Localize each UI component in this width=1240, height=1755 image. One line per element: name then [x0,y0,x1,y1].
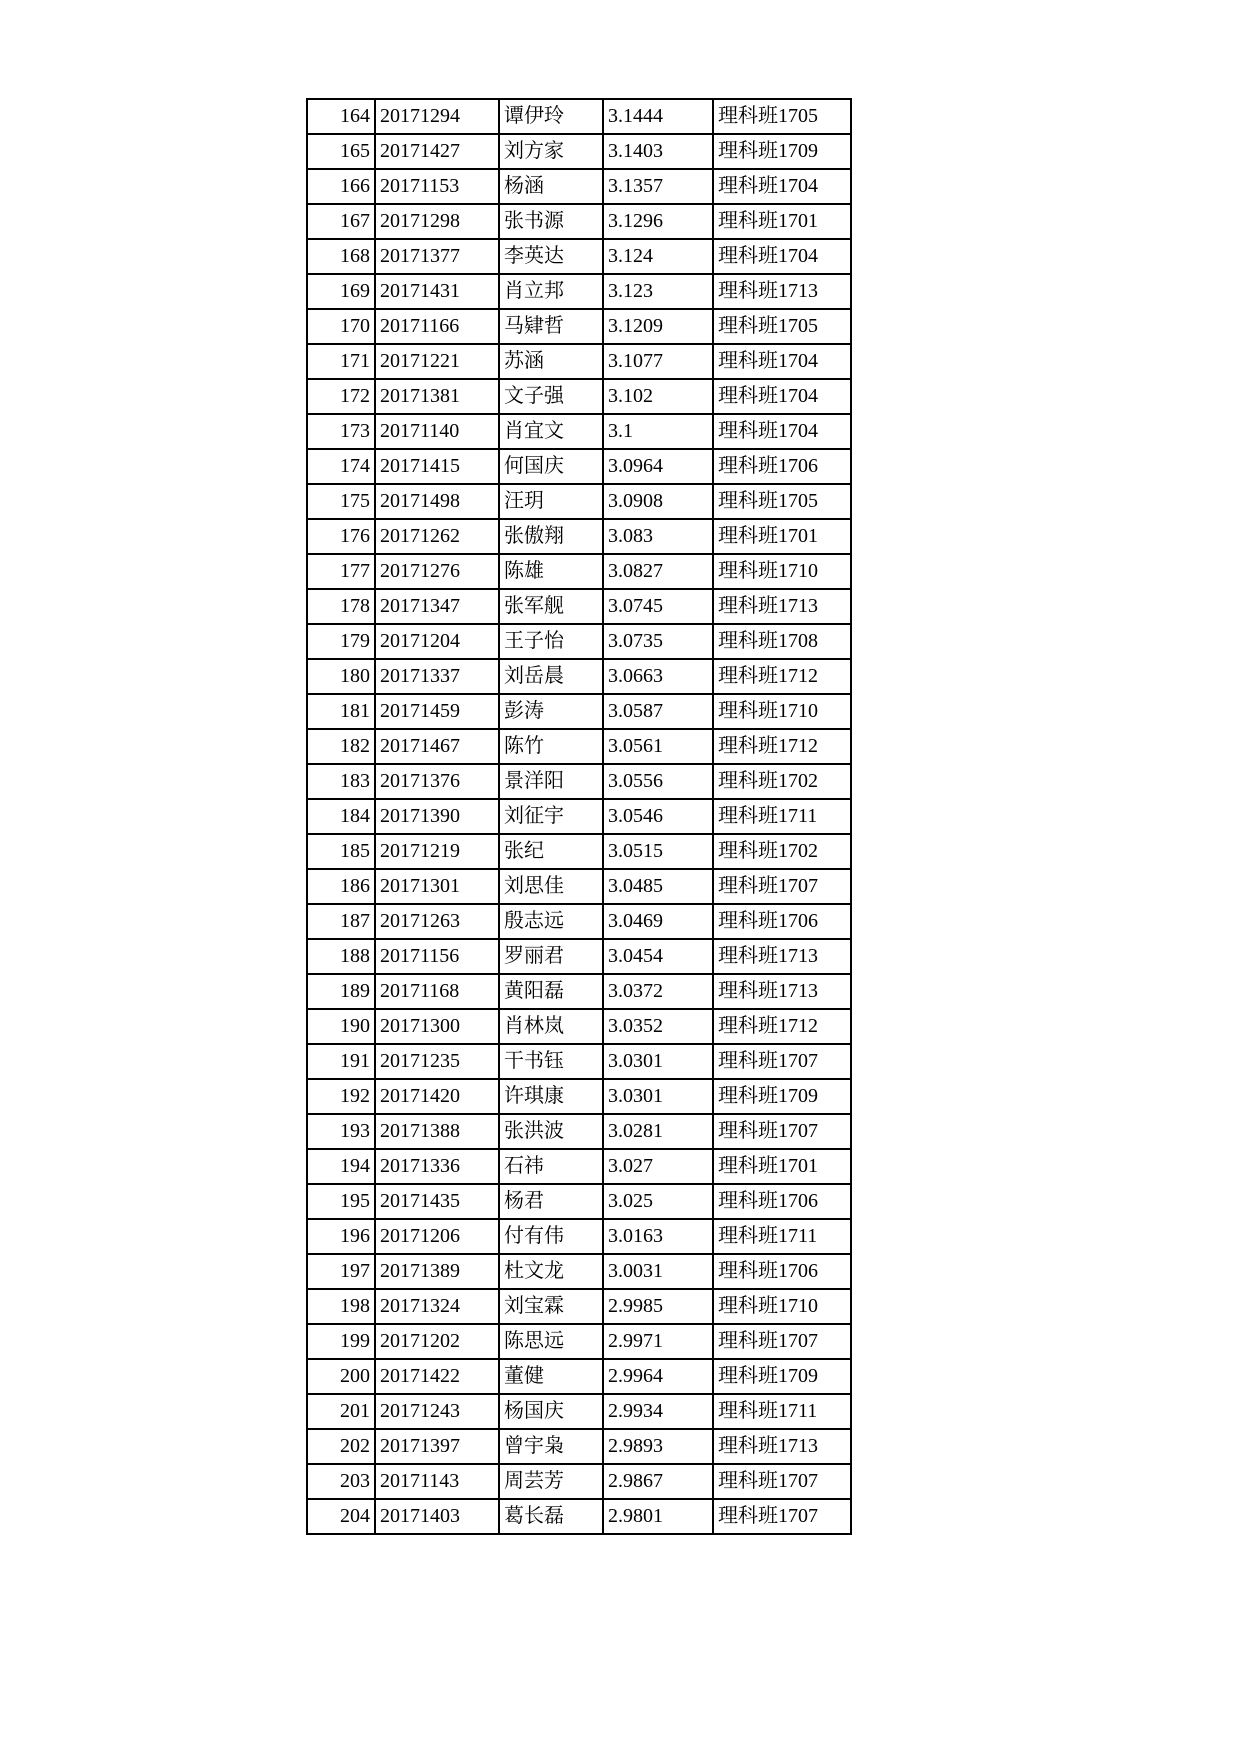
cell-score: 3.1296 [603,204,713,239]
cell-rank: 200 [307,1359,375,1394]
cell-rank: 178 [307,589,375,624]
cell-score: 3.123 [603,274,713,309]
cell-student-id: 20171403 [375,1499,499,1534]
cell-name: 刘征宇 [499,799,603,834]
cell-class: 理科班1704 [713,344,851,379]
cell-score: 2.9964 [603,1359,713,1394]
cell-class: 理科班1701 [713,204,851,239]
cell-name: 石祎 [499,1149,603,1184]
table-row [307,169,851,204]
cell-student-id: 20171262 [375,519,499,554]
cell-student-id: 20171337 [375,659,499,694]
table-row [307,974,851,1009]
cell-score: 3.1 [603,414,713,449]
cell-score: 2.9801 [603,1499,713,1534]
cell-name: 葛长磊 [499,1499,603,1534]
cell-class: 理科班1712 [713,659,851,694]
cell-class: 理科班1706 [713,1254,851,1289]
cell-name: 殷志远 [499,904,603,939]
cell-class: 理科班1704 [713,169,851,204]
cell-rank: 173 [307,414,375,449]
cell-student-id: 20171388 [375,1114,499,1149]
cell-student-id: 20171221 [375,344,499,379]
cell-rank: 202 [307,1429,375,1464]
cell-name: 何国庆 [499,449,603,484]
cell-rank: 183 [307,764,375,799]
cell-rank: 196 [307,1219,375,1254]
cell-rank: 170 [307,309,375,344]
cell-student-id: 20171153 [375,169,499,204]
cell-class: 理科班1705 [713,484,851,519]
cell-class: 理科班1708 [713,624,851,659]
cell-class: 理科班1707 [713,1464,851,1499]
table-row [307,134,851,169]
table-row [307,904,851,939]
cell-class: 理科班1713 [713,1429,851,1464]
cell-student-id: 20171376 [375,764,499,799]
cell-name: 彭涛 [499,694,603,729]
cell-student-id: 20171301 [375,869,499,904]
cell-name: 肖宜文 [499,414,603,449]
table-row [307,204,851,239]
table-row [307,1464,851,1499]
cell-name: 张洪波 [499,1114,603,1149]
cell-rank: 171 [307,344,375,379]
cell-score: 3.025 [603,1184,713,1219]
cell-score: 3.1444 [603,99,713,134]
cell-rank: 181 [307,694,375,729]
cell-score: 3.0281 [603,1114,713,1149]
cell-class: 理科班1710 [713,694,851,729]
cell-class: 理科班1711 [713,1394,851,1429]
cell-rank: 189 [307,974,375,1009]
cell-student-id: 20171300 [375,1009,499,1044]
cell-name: 付有伟 [499,1219,603,1254]
cell-score: 3.1357 [603,169,713,204]
table-row [307,1289,851,1324]
cell-rank: 175 [307,484,375,519]
cell-name: 刘宝霖 [499,1289,603,1324]
cell-name: 许琪康 [499,1079,603,1114]
cell-rank: 185 [307,834,375,869]
table-row [307,519,851,554]
cell-name: 张纪 [499,834,603,869]
table-row [307,309,851,344]
cell-student-id: 20171467 [375,729,499,764]
cell-score: 2.9867 [603,1464,713,1499]
cell-score: 3.083 [603,519,713,554]
table-row [307,694,851,729]
cell-name: 黄阳磊 [499,974,603,1009]
table-row [307,484,851,519]
cell-rank: 188 [307,939,375,974]
cell-name: 刘岳晨 [499,659,603,694]
cell-score: 3.0352 [603,1009,713,1044]
cell-score: 3.102 [603,379,713,414]
cell-name: 董健 [499,1359,603,1394]
cell-student-id: 20171276 [375,554,499,589]
cell-score: 3.0485 [603,869,713,904]
cell-score: 3.027 [603,1149,713,1184]
table-row [307,624,851,659]
cell-student-id: 20171498 [375,484,499,519]
cell-class: 理科班1707 [713,1499,851,1534]
cell-class: 理科班1707 [713,869,851,904]
cell-name: 景洋阳 [499,764,603,799]
cell-student-id: 20171206 [375,1219,499,1254]
cell-class: 理科班1707 [713,1114,851,1149]
cell-student-id: 20171156 [375,939,499,974]
cell-name: 杨国庆 [499,1394,603,1429]
table-row [307,1394,851,1429]
cell-rank: 164 [307,99,375,134]
cell-score: 3.0663 [603,659,713,694]
cell-name: 干书钰 [499,1044,603,1079]
cell-student-id: 20171219 [375,834,499,869]
cell-student-id: 20171420 [375,1079,499,1114]
cell-class: 理科班1706 [713,904,851,939]
grades-table-body [307,99,851,1534]
table-row [307,729,851,764]
table-row [307,239,851,274]
cell-student-id: 20171168 [375,974,499,1009]
cell-rank: 167 [307,204,375,239]
cell-rank: 203 [307,1464,375,1499]
cell-rank: 169 [307,274,375,309]
cell-score: 3.0301 [603,1044,713,1079]
cell-student-id: 20171415 [375,449,499,484]
cell-rank: 192 [307,1079,375,1114]
cell-rank: 166 [307,169,375,204]
cell-rank: 168 [307,239,375,274]
grades-table [306,98,852,1535]
table-row [307,1149,851,1184]
cell-class: 理科班1711 [713,799,851,834]
grades-table-container [306,98,818,1535]
table-row [307,659,851,694]
cell-student-id: 20171459 [375,694,499,729]
cell-class: 理科班1712 [713,1009,851,1044]
cell-rank: 204 [307,1499,375,1534]
cell-rank: 194 [307,1149,375,1184]
cell-student-id: 20171422 [375,1359,499,1394]
cell-score: 3.0735 [603,624,713,659]
cell-student-id: 20171140 [375,414,499,449]
table-row [307,1079,851,1114]
cell-name: 王子怡 [499,624,603,659]
cell-student-id: 20171389 [375,1254,499,1289]
table-row [307,414,851,449]
cell-class: 理科班1709 [713,1359,851,1394]
cell-score: 2.9985 [603,1289,713,1324]
cell-score: 2.9893 [603,1429,713,1464]
table-row [307,834,851,869]
table-row [307,764,851,799]
cell-class: 理科班1701 [713,1149,851,1184]
table-row [307,1044,851,1079]
cell-score: 2.9934 [603,1394,713,1429]
cell-class: 理科班1710 [713,1289,851,1324]
table-row [307,379,851,414]
cell-name: 陈雄 [499,554,603,589]
cell-rank: 199 [307,1324,375,1359]
table-row [307,869,851,904]
cell-student-id: 20171204 [375,624,499,659]
cell-student-id: 20171427 [375,134,499,169]
cell-name: 张傲翔 [499,519,603,554]
cell-name: 陈思远 [499,1324,603,1359]
cell-rank: 165 [307,134,375,169]
cell-score: 3.0163 [603,1219,713,1254]
cell-class: 理科班1705 [713,99,851,134]
cell-student-id: 20171243 [375,1394,499,1429]
cell-rank: 172 [307,379,375,414]
cell-class: 理科班1701 [713,519,851,554]
table-row [307,1324,851,1359]
cell-class: 理科班1709 [713,1079,851,1114]
cell-rank: 179 [307,624,375,659]
cell-score: 3.0556 [603,764,713,799]
cell-class: 理科班1702 [713,764,851,799]
table-row [307,1359,851,1394]
cell-score: 3.0587 [603,694,713,729]
cell-class: 理科班1712 [713,729,851,764]
cell-class: 理科班1707 [713,1324,851,1359]
table-row [307,1254,851,1289]
table-row [307,1009,851,1044]
cell-name: 曾宇枭 [499,1429,603,1464]
cell-rank: 177 [307,554,375,589]
cell-name: 杨君 [499,1184,603,1219]
cell-rank: 198 [307,1289,375,1324]
cell-class: 理科班1710 [713,554,851,589]
cell-rank: 195 [307,1184,375,1219]
cell-class: 理科班1704 [713,379,851,414]
table-row [307,99,851,134]
cell-class: 理科班1713 [713,589,851,624]
cell-student-id: 20171166 [375,309,499,344]
cell-class: 理科班1706 [713,449,851,484]
table-row [307,1184,851,1219]
table-row [307,1429,851,1464]
cell-score: 2.9971 [603,1324,713,1359]
cell-score: 3.0546 [603,799,713,834]
cell-student-id: 20171381 [375,379,499,414]
table-row [307,939,851,974]
cell-student-id: 20171347 [375,589,499,624]
cell-student-id: 20171397 [375,1429,499,1464]
cell-name: 汪玥 [499,484,603,519]
cell-rank: 182 [307,729,375,764]
cell-rank: 184 [307,799,375,834]
cell-student-id: 20171431 [375,274,499,309]
cell-student-id: 20171298 [375,204,499,239]
cell-class: 理科班1707 [713,1044,851,1079]
table-row [307,1219,851,1254]
cell-name: 李英达 [499,239,603,274]
cell-student-id: 20171143 [375,1464,499,1499]
cell-score: 3.0301 [603,1079,713,1114]
table-row [307,589,851,624]
cell-score: 3.0469 [603,904,713,939]
cell-student-id: 20171390 [375,799,499,834]
cell-score: 3.0745 [603,589,713,624]
cell-student-id: 20171336 [375,1149,499,1184]
cell-name: 肖林岚 [499,1009,603,1044]
cell-student-id: 20171235 [375,1044,499,1079]
cell-name: 张书源 [499,204,603,239]
cell-rank: 180 [307,659,375,694]
cell-class: 理科班1713 [713,974,851,1009]
cell-rank: 174 [307,449,375,484]
cell-class: 理科班1713 [713,274,851,309]
cell-name: 张军舰 [499,589,603,624]
cell-name: 罗丽君 [499,939,603,974]
cell-score: 3.1403 [603,134,713,169]
cell-class: 理科班1706 [713,1184,851,1219]
cell-name: 陈竹 [499,729,603,764]
cell-class: 理科班1705 [713,309,851,344]
table-row [307,344,851,379]
cell-score: 3.0031 [603,1254,713,1289]
cell-name: 周芸芳 [499,1464,603,1499]
cell-name: 肖立邦 [499,274,603,309]
cell-score: 3.1077 [603,344,713,379]
cell-score: 3.0561 [603,729,713,764]
cell-score: 3.0454 [603,939,713,974]
cell-score: 3.0827 [603,554,713,589]
table-row [307,1114,851,1149]
cell-student-id: 20171263 [375,904,499,939]
cell-name: 谭伊玲 [499,99,603,134]
cell-score: 3.0515 [603,834,713,869]
cell-rank: 197 [307,1254,375,1289]
cell-student-id: 20171435 [375,1184,499,1219]
table-row [307,449,851,484]
cell-class: 理科班1704 [713,239,851,274]
cell-rank: 190 [307,1009,375,1044]
cell-name: 苏涵 [499,344,603,379]
cell-rank: 176 [307,519,375,554]
table-row [307,554,851,589]
cell-score: 3.124 [603,239,713,274]
cell-class: 理科班1702 [713,834,851,869]
cell-student-id: 20171294 [375,99,499,134]
cell-score: 3.0372 [603,974,713,1009]
table-row [307,274,851,309]
cell-student-id: 20171377 [375,239,499,274]
cell-rank: 186 [307,869,375,904]
cell-score: 3.0964 [603,449,713,484]
cell-class: 理科班1709 [713,134,851,169]
cell-name: 刘方家 [499,134,603,169]
table-row [307,799,851,834]
cell-rank: 187 [307,904,375,939]
cell-class: 理科班1704 [713,414,851,449]
table-row [307,1499,851,1534]
cell-name: 刘思佳 [499,869,603,904]
cell-student-id: 20171202 [375,1324,499,1359]
cell-score: 3.1209 [603,309,713,344]
cell-rank: 193 [307,1114,375,1149]
cell-name: 杨涵 [499,169,603,204]
cell-rank: 191 [307,1044,375,1079]
cell-score: 3.0908 [603,484,713,519]
cell-name: 杜文龙 [499,1254,603,1289]
cell-student-id: 20171324 [375,1289,499,1324]
cell-name: 文子强 [499,379,603,414]
cell-rank: 201 [307,1394,375,1429]
cell-class: 理科班1713 [713,939,851,974]
cell-class: 理科班1711 [713,1219,851,1254]
cell-name: 马肄哲 [499,309,603,344]
